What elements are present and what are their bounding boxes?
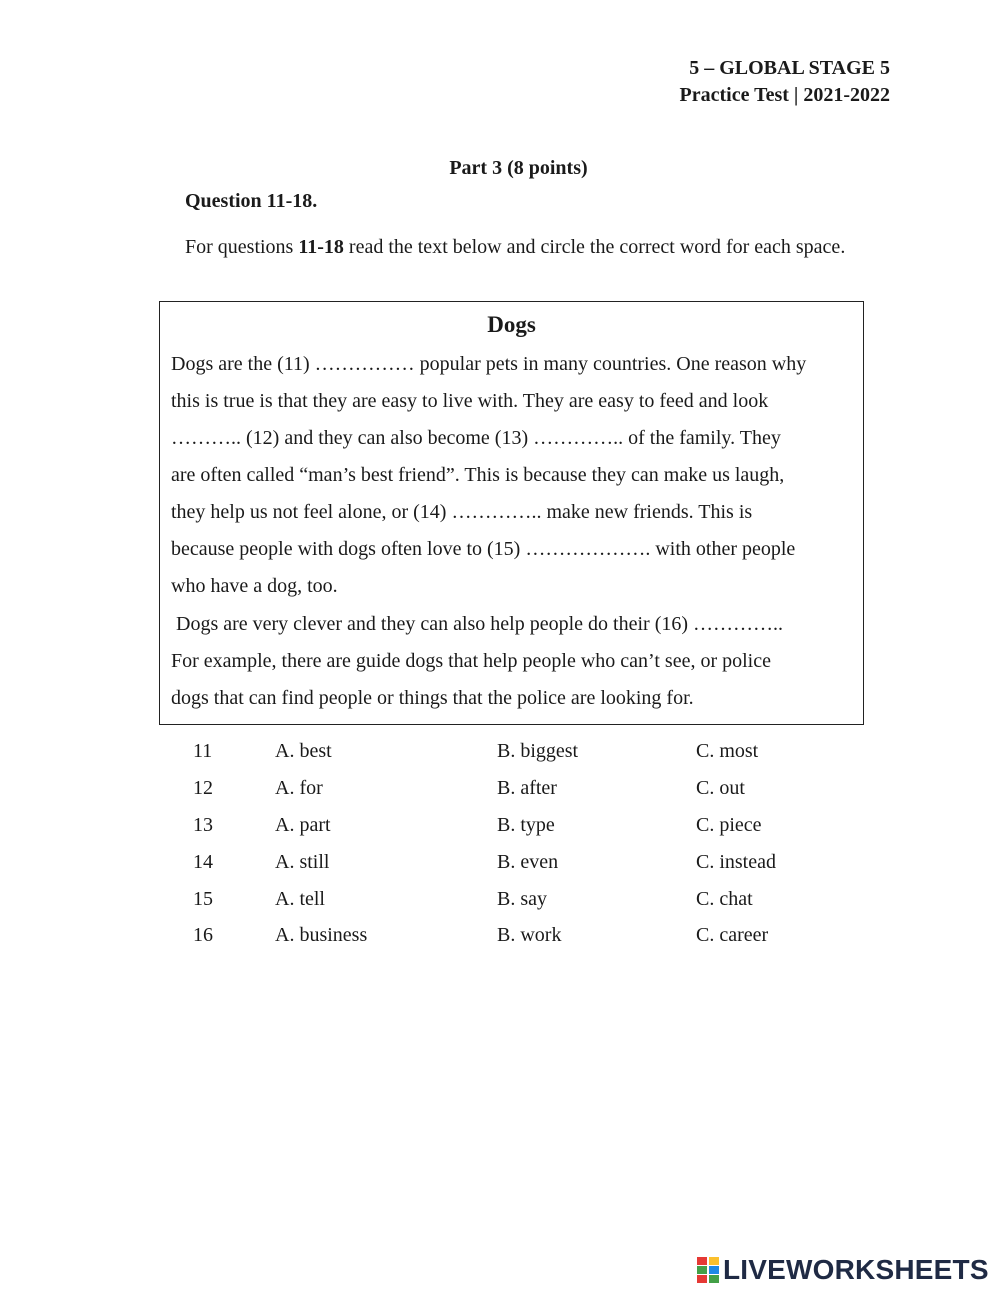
logo-block-blue	[709, 1266, 719, 1274]
logo-block-green	[697, 1266, 707, 1274]
instructions-bold: 11-18	[298, 236, 344, 258]
option-a[interactable]: A. for	[275, 777, 323, 799]
logo-text: LIVEWORKSHEETS	[723, 1254, 989, 1285]
option-b[interactable]: B. even	[497, 851, 559, 873]
option-b[interactable]: B. biggest	[497, 740, 579, 762]
logo-block-green-2	[709, 1275, 719, 1283]
instructions	[185, 233, 855, 262]
question-number: 12	[193, 777, 213, 799]
option-row-14	[0, 851, 1000, 888]
option-a[interactable]: A. business	[275, 924, 368, 946]
passage-line: For example, there are guide dogs that help people who can’t see, or police	[171, 650, 771, 672]
page-header	[680, 55, 890, 109]
option-c[interactable]: C. piece	[696, 814, 762, 836]
header-stage: 5 – GLOBAL STAGE 5	[689, 57, 890, 79]
option-a[interactable]: A. best	[275, 740, 332, 762]
option-a[interactable]: A. tell	[275, 888, 325, 910]
liveworksheets-logo[interactable]	[697, 1253, 989, 1287]
option-row-15	[0, 888, 1000, 925]
option-b[interactable]: B. say	[497, 888, 547, 910]
logo-block-yellow	[709, 1257, 719, 1265]
passage-line: this is true is that they are easy to live with. They are easy to feed and look	[171, 390, 769, 412]
option-c[interactable]: C. most	[696, 740, 759, 762]
passage-line: Dogs are the (11) …………… popular pets in many countries. One reason why	[171, 353, 807, 375]
option-a[interactable]: A. part	[275, 814, 331, 836]
option-c[interactable]: C. chat	[696, 888, 753, 910]
logo-block-red-2	[697, 1275, 707, 1283]
option-c[interactable]: C. instead	[696, 851, 776, 873]
passage-paragraph-1	[171, 346, 806, 605]
passage-line: because people with dogs often love to (15) ………………. with other people	[171, 538, 796, 560]
passage-line: who have a dog, too.	[171, 575, 338, 597]
option-row-13	[0, 814, 1000, 851]
option-row-11	[0, 740, 1000, 777]
question-number: 13	[193, 814, 213, 836]
passage-line: they help us not feel alone, or (14) ………….. make new friends. This is	[171, 501, 753, 523]
question-number: 16	[193, 924, 213, 946]
question-number: 15	[193, 888, 213, 910]
question-number: 14	[193, 851, 213, 873]
question-number: 11	[193, 740, 213, 762]
logo-blocks-icon	[697, 1257, 721, 1283]
question-title: Question 11-18.	[185, 190, 318, 212]
header-test: Practice Test | 2021-2022	[679, 84, 890, 106]
option-b[interactable]: B. after	[497, 777, 557, 799]
option-row-12	[0, 777, 1000, 814]
passage-line: Dogs are very clever and they can also help people do their (16) …………..	[171, 613, 784, 635]
passage-title: Dogs	[487, 312, 536, 337]
option-b[interactable]: B. type	[497, 814, 555, 836]
instructions-before: For questions	[185, 236, 299, 258]
passage-line: are often called “man’s best friend”. This is because they can make us laugh,	[171, 464, 785, 486]
option-row-16	[0, 924, 1000, 961]
option-b[interactable]: B. work	[497, 924, 562, 946]
passage-line: ……….. (12) and they can also become (13) ………….. of the family. They	[171, 427, 781, 449]
part-title: Part 3 (8 points)	[449, 157, 588, 179]
option-c[interactable]: C. career	[696, 924, 769, 946]
option-c[interactable]: C. out	[696, 777, 745, 799]
passage-paragraph-2	[171, 606, 783, 717]
logo-block-red	[697, 1257, 707, 1265]
option-a[interactable]: A. still	[275, 851, 330, 873]
instructions-after: read the text below and circle the correct word for each space.	[343, 236, 846, 258]
passage-box	[159, 301, 864, 725]
passage-line: dogs that can find people or things that the police are looking for.	[171, 687, 694, 709]
